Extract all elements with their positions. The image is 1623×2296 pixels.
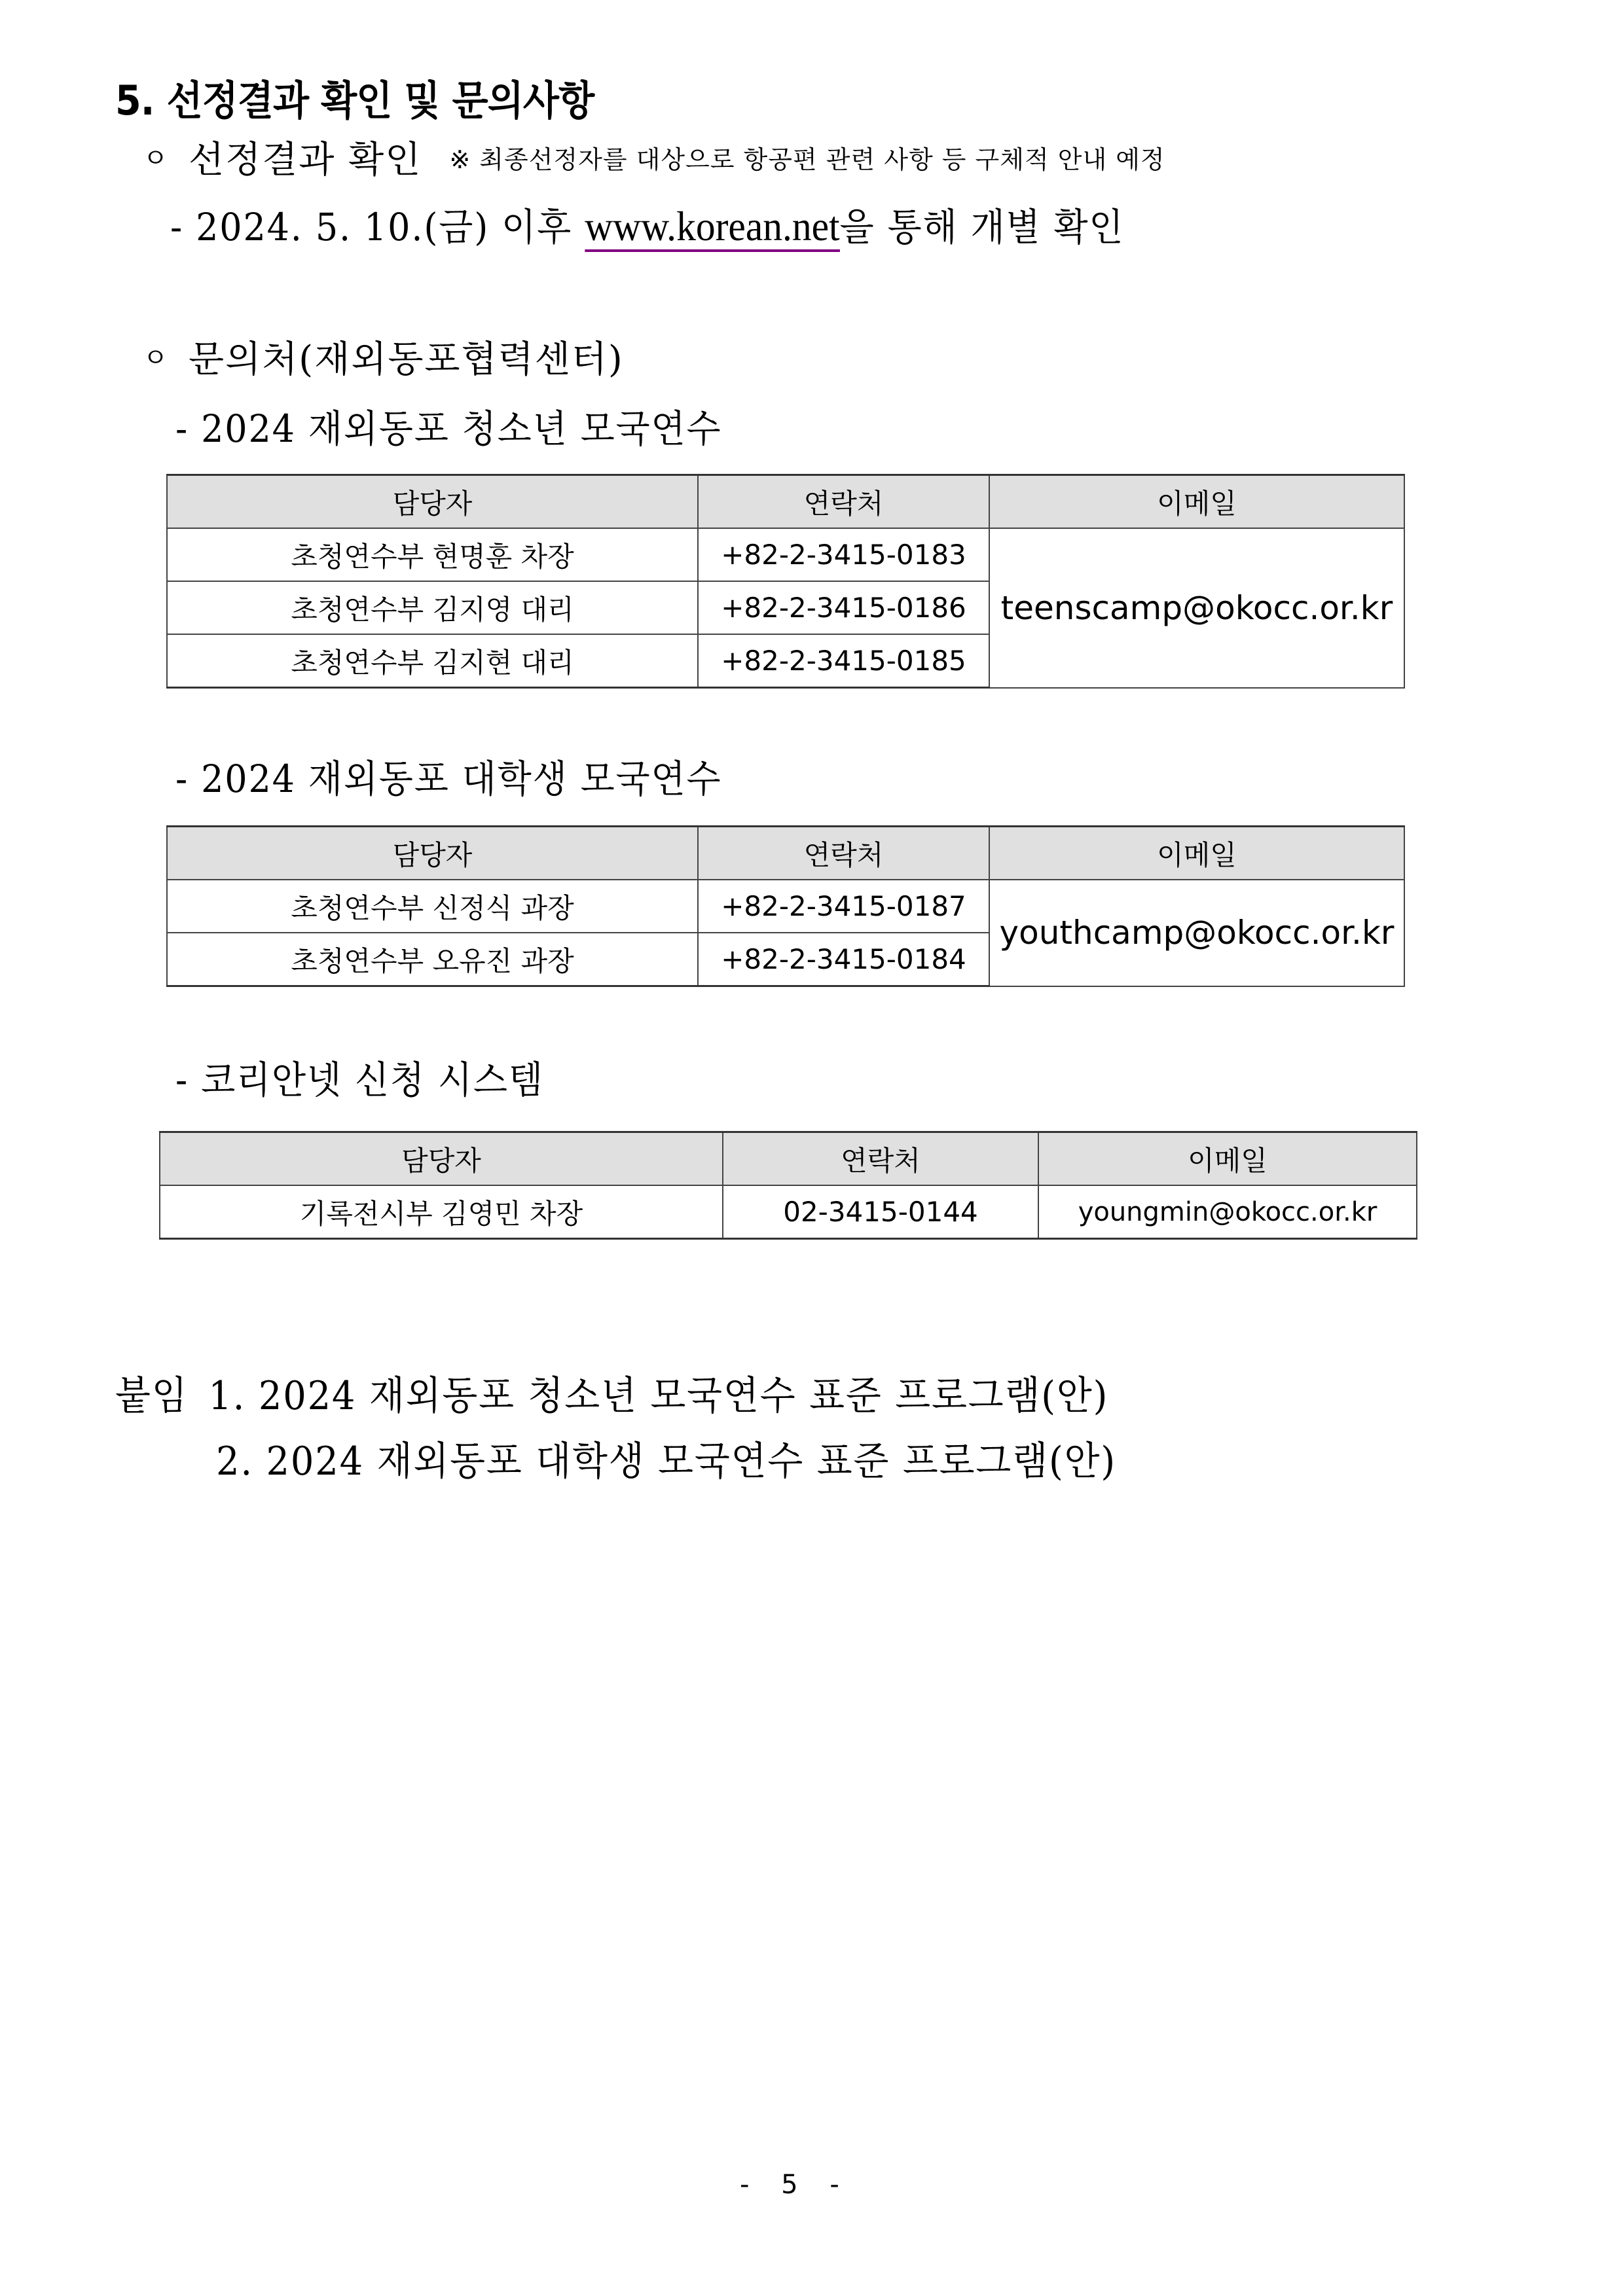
detail-suffix: 을 통해 개별 확인 <box>839 205 1125 249</box>
attachment-line-1 <box>115 1365 1108 1421</box>
bullet-circle-icon: ㅇ <box>143 343 170 373</box>
result-check-label: 선정결과 확인 <box>189 139 422 181</box>
column-header-email: 이메일 <box>989 827 1404 880</box>
bullet-circle-icon: ㅇ <box>143 143 170 173</box>
table-row <box>167 528 1404 581</box>
teens-heading: - 2024 재외동포 청소년 모국연수 <box>175 406 722 451</box>
page-number: - 5 - <box>740 2170 851 2200</box>
youth-contact-table <box>166 825 1405 987</box>
result-check-note: ※ 최종선정자를 대상으로 항공편 관련 사항 등 구체적 안내 예정 <box>449 145 1165 174</box>
table-row <box>167 880 1404 933</box>
table-header-row <box>167 827 1404 880</box>
inquiry-label: 문의처(재외동포협력센터) <box>189 338 624 381</box>
korean-net-link[interactable]: www.korean.net <box>585 203 839 252</box>
table-header-row <box>167 475 1404 529</box>
person-cell: 기록전시부 김영민 차장 <box>160 1185 723 1239</box>
phone-cell: +82-2-3415-0184 <box>698 933 989 986</box>
detail-prefix: - 2024. 5. 10.(금) 이후 <box>170 205 585 249</box>
column-header-person: 담당자 <box>167 475 698 529</box>
result-check-detail <box>170 196 1124 251</box>
phone-cell: +82-2-3415-0185 <box>698 634 989 688</box>
email-cell: youngmin@okocc.or.kr <box>1038 1185 1417 1239</box>
email-cell: youthcamp@okocc.or.kr <box>989 880 1404 986</box>
column-header-person: 담당자 <box>160 1132 723 1186</box>
section-title: 5. 선정결과 확인 및 문의사항 <box>115 77 594 124</box>
koreannet-contact-table <box>159 1131 1417 1240</box>
table-header-row <box>160 1132 1417 1186</box>
result-check-line <box>143 131 1165 183</box>
attachment-label: 붙임 <box>115 1373 189 1419</box>
email-cell: teenscamp@okocc.or.kr <box>989 528 1404 688</box>
attachment-item: 1. 2024 재외동포 청소년 모국연수 표준 프로그램(안) <box>208 1373 1109 1419</box>
koreannet-heading: - 코리안넷 신청 시스템 <box>175 1058 544 1102</box>
teens-contact-table <box>166 474 1405 689</box>
column-header-email: 이메일 <box>989 475 1404 529</box>
person-cell: 초청연수부 신정식 과장 <box>167 880 698 933</box>
table-row <box>160 1185 1417 1239</box>
column-header-person: 담당자 <box>167 827 698 880</box>
column-header-phone: 연락처 <box>723 1132 1038 1186</box>
person-cell: 초청연수부 현명훈 차장 <box>167 528 698 581</box>
person-cell: 초청연수부 오유진 과장 <box>167 933 698 986</box>
attachment-line-2 <box>216 1430 1116 1486</box>
column-header-phone: 연락처 <box>698 827 989 880</box>
person-cell: 초청연수부 김지영 대리 <box>167 581 698 634</box>
phone-cell: +82-2-3415-0183 <box>698 528 989 581</box>
person-cell: 초청연수부 김지현 대리 <box>167 634 698 688</box>
column-header-phone: 연락처 <box>698 475 989 529</box>
attachment-item: 2. 2024 재외동포 대학생 모국연수 표준 프로그램(안) <box>216 1439 1116 1484</box>
phone-cell: +82-2-3415-0186 <box>698 581 989 634</box>
phone-cell: 02-3415-0144 <box>723 1185 1038 1239</box>
phone-cell: +82-2-3415-0187 <box>698 880 989 933</box>
inquiry-line <box>143 331 624 383</box>
youth-heading: - 2024 재외동포 대학생 모국연수 <box>175 757 722 801</box>
column-header-email: 이메일 <box>1038 1132 1417 1186</box>
